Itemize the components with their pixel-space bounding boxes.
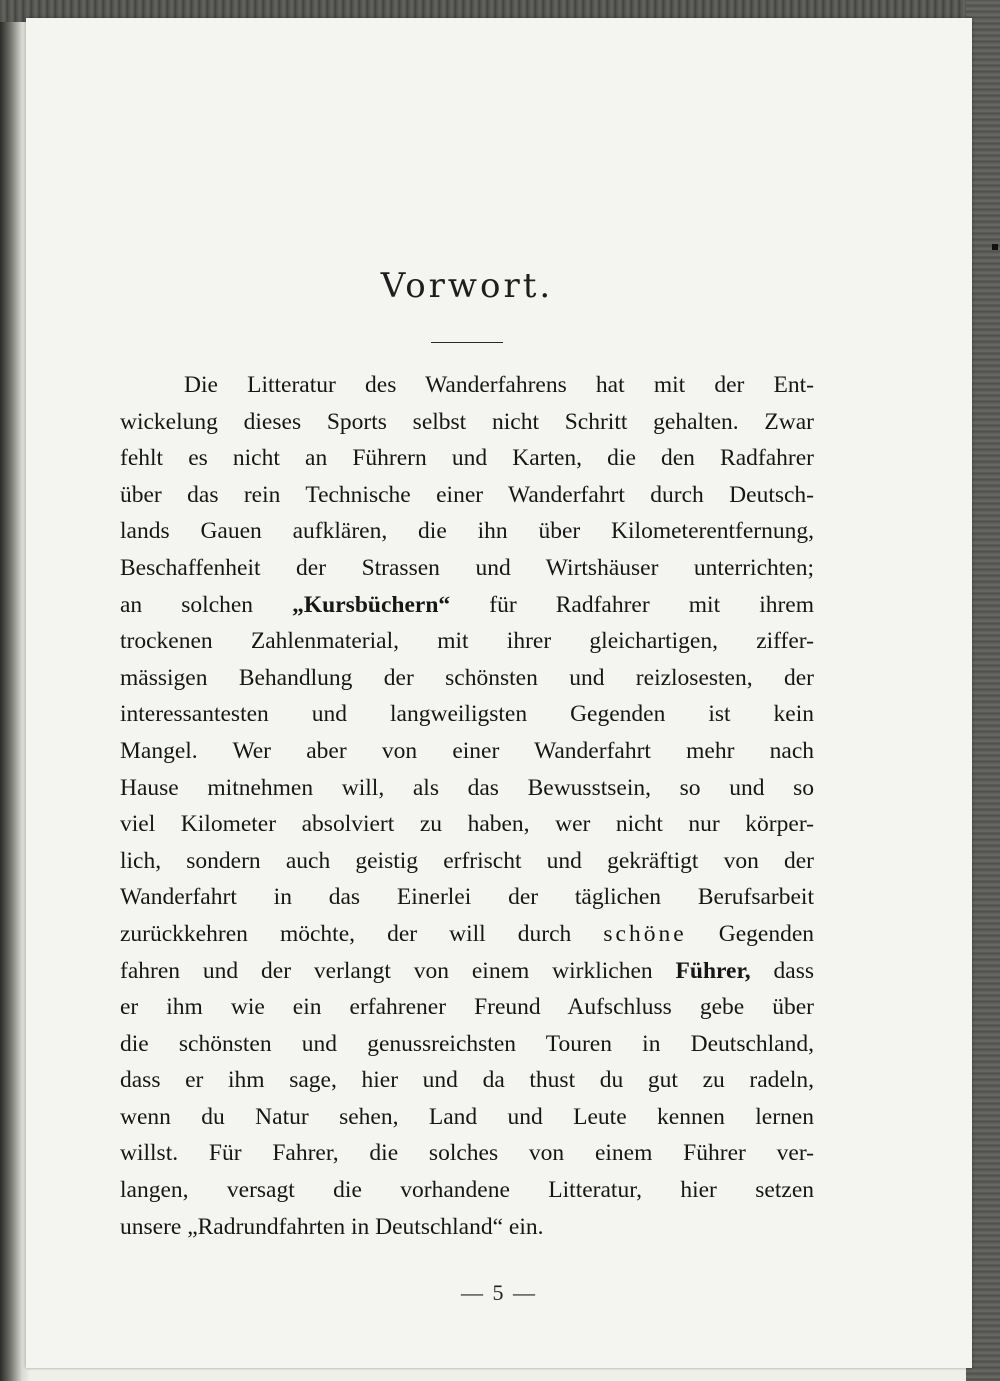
text-line: über das rein Technische einer Wanderfahrt durch Deutsch- (120, 481, 814, 508)
text-line: Beschaffenheit der Strassen und Wirtshäuser unterrichten; (120, 554, 814, 581)
preface-text (120, 367, 814, 1245)
bold-term-fuehrer: Führer, (675, 957, 751, 984)
text-line: er ihm wie ein erfahrener Freund Aufschluss gebe über (120, 994, 814, 1021)
text-line: Die Litteratur des Wanderfahrens hat mit der Ent- (184, 372, 814, 398)
text-line-schoene (120, 916, 814, 953)
spaced-term-schoene: schöne (603, 920, 687, 947)
text-line: dass er ihm sage, hier und da thust du gut zu radeln, (120, 1067, 814, 1094)
text-line: mässigen Behandlung der schönsten und reizlosesten, der (120, 664, 814, 691)
text-fragment: zurückkehren möchte, der will durch (120, 920, 604, 947)
scan-edge-mark (992, 244, 998, 250)
bold-term-kursbuecher: „Kursbüchern“ (292, 591, 451, 618)
text-fragment: fahren und der verlangt von einem wirklichen (120, 957, 676, 984)
text-line: Hause mitnehmen will, als das Bewusstsein, so und so (120, 774, 814, 801)
text-line: unsere „Radrundfahrten in Deutschland“ ein. (120, 1213, 544, 1240)
text-fragment: für Radfahrer mit ihrem (450, 591, 815, 618)
text-fragment: Gegenden (686, 920, 814, 947)
text-line: wenn du Natur sehen, Land und Leute kennen lernen (120, 1103, 814, 1130)
text-line-fuehrer (120, 953, 814, 990)
page-sheet (26, 18, 972, 1368)
page-content (120, 250, 814, 1245)
text-line: willst. Für Fahrer, die solches von einem Führer ver- (120, 1140, 814, 1167)
text-line: die schönsten und genussreichsten Touren in Deutschland, (120, 1030, 814, 1057)
text-line: trockenen Zahlenmaterial, mit ihrer gleichartigen, ziffer- (120, 628, 814, 655)
page-number: — 5 — (461, 1280, 537, 1305)
text-fragment: dass (750, 957, 814, 984)
text-line: fehlt es nicht an Führern und Karten, die den Radfahrer (120, 445, 814, 472)
title-rule (431, 342, 503, 343)
page-title: Vorwort. (380, 266, 554, 306)
text-line: wickelung dieses Sports selbst nicht Schritt gehalten. Zwar (120, 408, 814, 435)
text-line: interessantesten und langweiligsten Gegenden ist kein (120, 701, 814, 728)
text-line: viel Kilometer absolviert zu haben, wer nicht nur körper- (120, 811, 814, 838)
text-line: lands Gauen aufklären, die ihn über Kilometerentfernung, (120, 518, 814, 545)
text-line: langen, versagt die vorhandene Litteratur, hier setzen (120, 1177, 814, 1204)
text-line: Wanderfahrt in das Einerlei der täglichen Berufsarbeit (120, 884, 814, 911)
text-line: Mangel. Wer aber von einer Wanderfahrt mehr nach (120, 737, 814, 764)
text-line: lich, sondern auch geistig erfrischt und gekräftigt von der (120, 847, 814, 874)
text-fragment: an solchen (120, 591, 293, 618)
text-line-kursbuecher (120, 587, 814, 624)
